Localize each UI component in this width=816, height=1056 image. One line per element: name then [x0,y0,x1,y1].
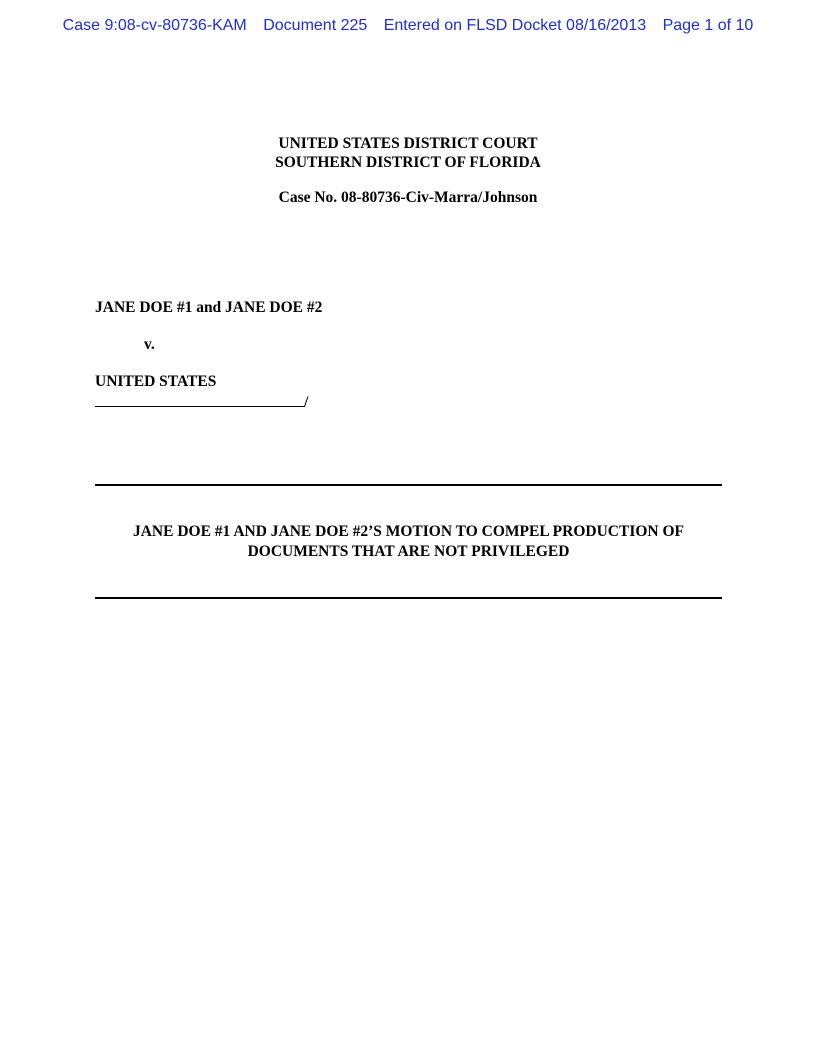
title-bottom-divider [95,597,722,599]
header-entered-date: Entered on FLSD Docket 08/16/2013 [383,17,647,34]
court-name-line2: SOUTHERN DISTRICT OF FLORIDA [275,154,541,171]
court-heading [0,134,816,172]
case-number: Case No. 08-80736-Civ-Marra/Johnson [278,189,538,206]
motion-title [95,522,722,562]
motion-title-line1: JANE DOE #1 AND JANE DOE #2’S MOTION TO COMPEL PRODUCTION OF [132,523,684,540]
title-top-divider [95,484,722,486]
court-name-line1: UNITED STATES DISTRICT COURT [278,135,538,152]
caption-rule [95,392,304,407]
motion-title-line2: DOCUMENTS THAT ARE NOT PRIVILEGED [247,543,570,560]
header-page-number: Page 1 of 10 [662,17,754,34]
defendant-caption: UNITED STATES [95,373,217,390]
caption-slash: / [304,394,309,411]
docket-header-stamp [0,17,816,35]
caption-closing-line [95,392,308,412]
header-case-number: Case 9:08-cv-80736-KAM [62,17,247,34]
header-document-number: Document 225 [263,17,368,34]
versus-caption: v. [144,336,155,353]
plaintiffs-caption: JANE DOE #1 and JANE DOE #2 [95,299,323,316]
